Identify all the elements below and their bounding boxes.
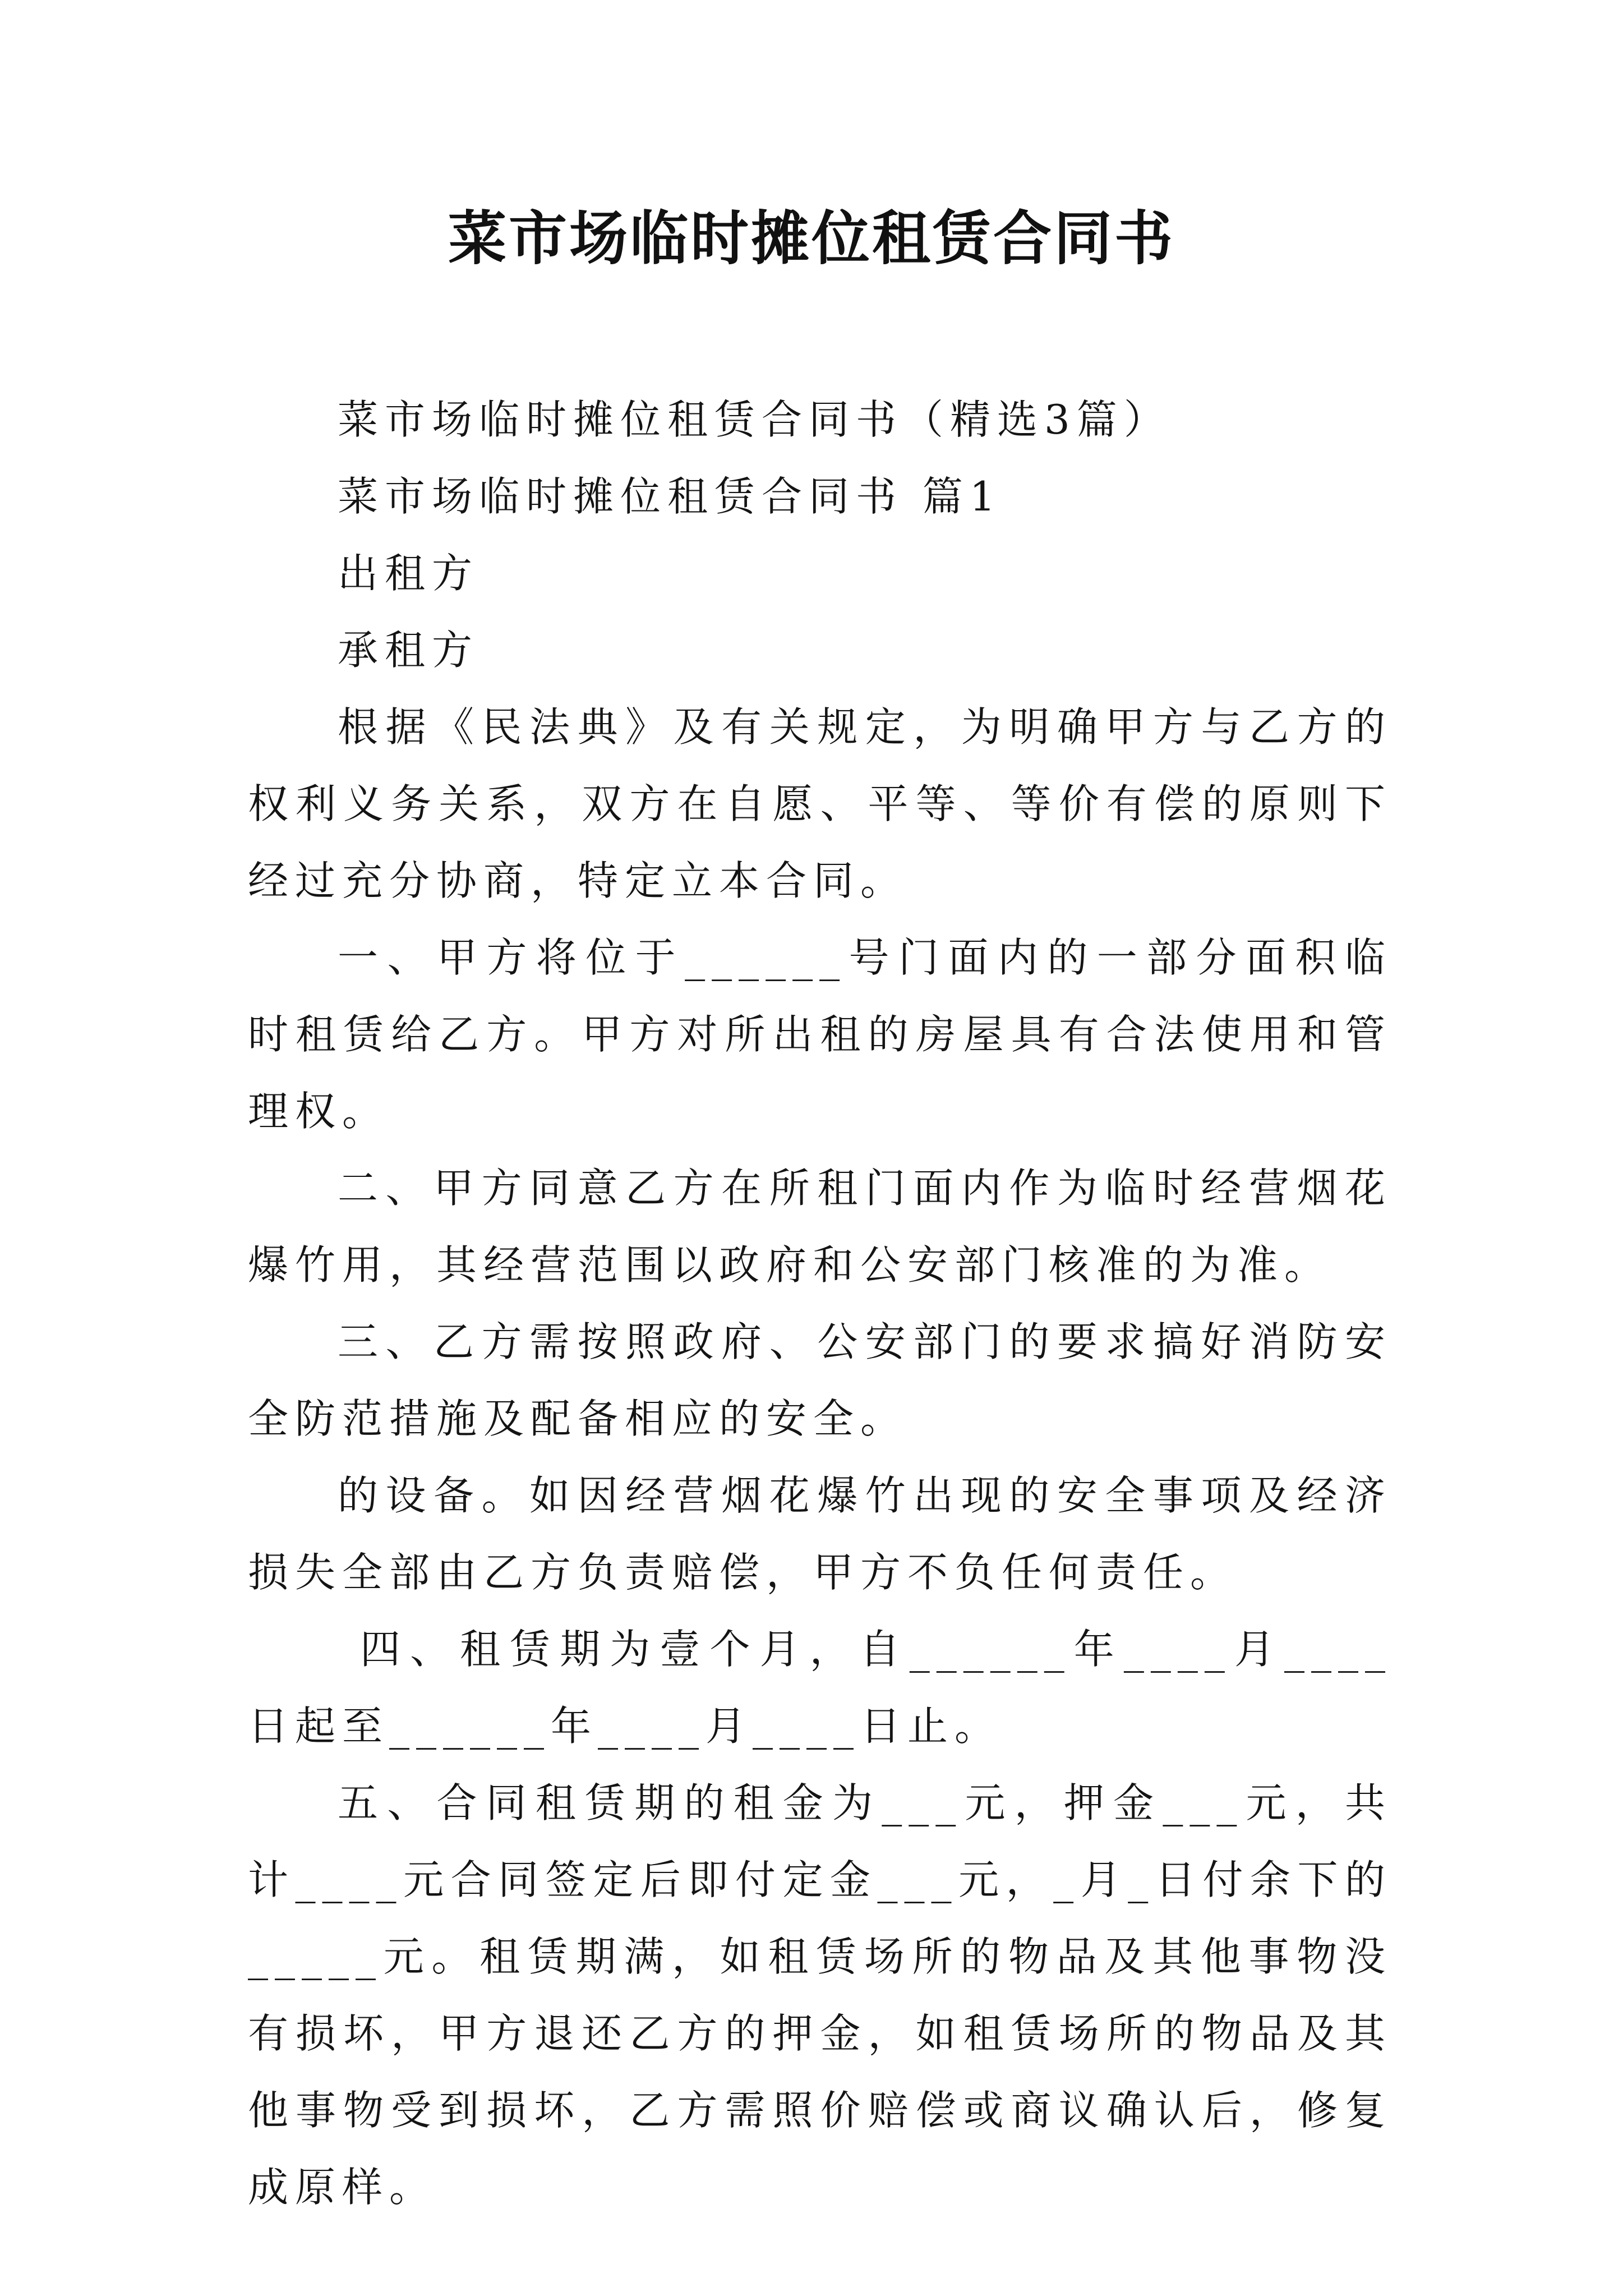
paragraph-clause-5: 五、合同租赁期的租金为___元，押金___元，共计____元合同签定后即付定金___元，_月_日付余下的_____元。租赁期满，如租赁场所的物品及其他事物没有损坏，甲方退还乙方的押金，如租赁场所的物品及其他事物受到损坏，乙方需照价赔偿或商议确认后，修复成原样。 <box>248 1779 1392 2211</box>
paragraph-clause-1: 一、甲方将位于______号门面内的一部分面积临时租赁给乙方。甲方对所出租的房屋具有合法使用和管理权。 <box>248 934 1392 1135</box>
paragraph-preamble: 根据《民法典》及有关规定，为明确甲方与乙方的权利义务关系，双方在自愿、平等、等价有偿的原则下经过充分协商，特定立本合同。 <box>248 703 1392 904</box>
document-body <box>248 381 1392 2226</box>
paragraph-lessor: 出租方 <box>338 550 479 597</box>
paragraph-clause-2: 二、甲方同意乙方在所租门面内作为临时经营烟花爆竹用，其经营范围以政府和公安部门核准的为准。 <box>248 1165 1392 1289</box>
paragraph-clause-3: 三、乙方需按照政府、公安部门的要求搞好消防安全防范措施及配备相应的安全。 <box>248 1318 1392 1442</box>
paragraph-clause-4: 四、租赁期为壹个月，自______年____月____日起至______年____月____日止。 <box>248 1626 1392 1750</box>
paragraph-section-heading: 菜市场临时摊位租赁合同书 篇1 <box>338 473 1002 520</box>
paragraph-subtitle: 菜市场临时摊位租赁合同书（精选3篇） <box>338 396 1171 443</box>
paragraph-clause-3-continued: 的设备。如因经营烟花爆竹出现的安全事项及经济损失全部由乙方负责赔偿，甲方不负任何责任。 <box>248 1472 1392 1596</box>
paragraph-lessee: 承租方 <box>338 627 479 674</box>
document-title: 菜市场临时摊位租赁合同书 <box>448 204 1175 273</box>
